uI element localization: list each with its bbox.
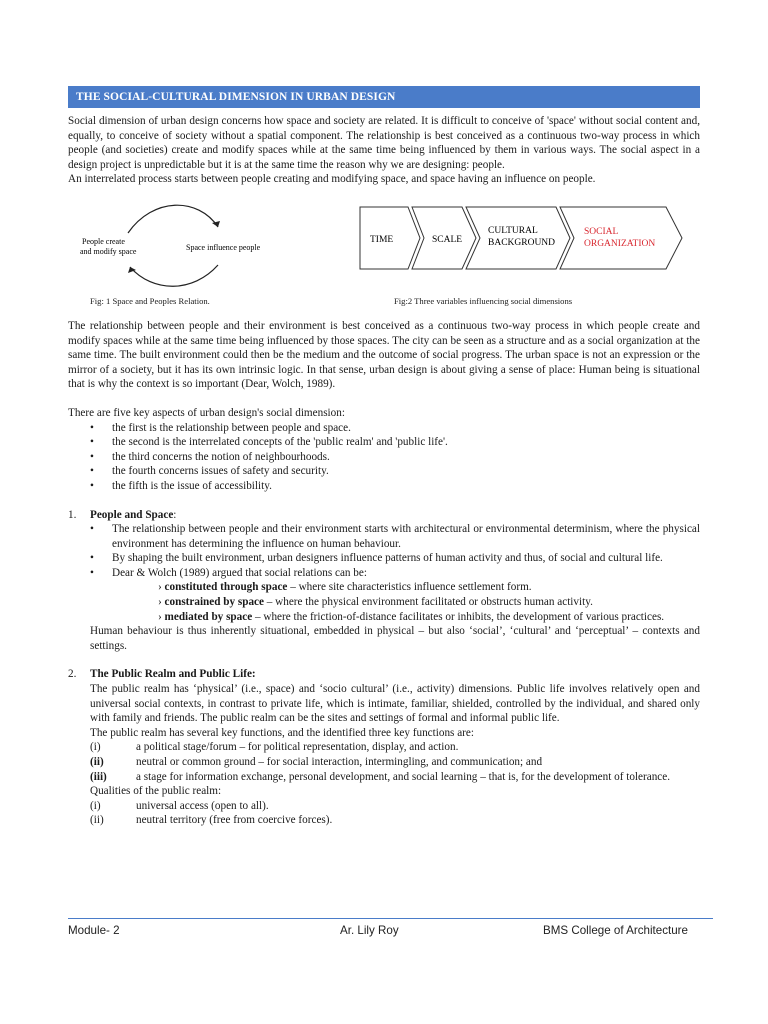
relation-mediated <box>68 610 700 625</box>
relation-term: constituted through space <box>164 581 288 594</box>
list-item: • the second is the interrelated concepts of the 'public realm' and 'public life'. <box>112 435 700 450</box>
spacer <box>68 653 700 667</box>
step-cultural-label-2: BACKGROUND <box>488 237 556 248</box>
step-scale-label: SCALE <box>432 234 463 245</box>
section-2-number: 2. <box>68 668 77 681</box>
function-item <box>68 740 700 755</box>
bottom-arrow-arc <box>130 265 218 286</box>
section-1-number: 1. <box>68 508 77 521</box>
top-arrow-arc <box>128 205 218 233</box>
figures-row <box>68 193 700 311</box>
function-item <box>68 770 700 785</box>
relation-marker: › <box>158 596 162 609</box>
relation-term: mediated by space <box>164 610 253 623</box>
list-item: • the fifth is the issue of accessibility. <box>112 479 700 494</box>
footer-module: Module- 2 <box>68 924 120 937</box>
list-item: • the first is the relationship between people and space. <box>112 421 700 436</box>
relation-desc: – where site characteristics influence settlement form. <box>287 581 532 594</box>
intro-paragraph: Social dimension of urban design concerns how space and society are related. It is difficult to conceive of 'space' without social content and, equally, to conceive of society without a spatial component. The relationship is best conceived as a continuous two-way process in which people (and societies) create and modify spaces while at the same time being influenced by them in various ways. The social aspect in a design project is unpredictable but it is at the same time the reason why we are designing: people. <box>68 115 700 171</box>
figure-1-caption: Fig: 1 Space and Peoples Relation. <box>90 295 210 306</box>
section-1-title-suffix: : <box>173 508 177 521</box>
aspects-intro: There are five key aspects of urban design's social dimension: <box>68 406 345 419</box>
function-item <box>68 755 700 770</box>
relation-constituted <box>68 580 700 595</box>
relation-marker: › <box>158 581 162 594</box>
quality-text: universal access (open to all). <box>136 799 269 812</box>
relation-desc: – where the friction-of-distance facilitates or inhibits, the development of various practices. <box>252 610 665 623</box>
quality-item <box>68 799 700 814</box>
roman-numeral: (i) <box>90 741 101 754</box>
footer-divider <box>68 918 713 919</box>
section-2-paragraph: The public realm has ‘physical’ (i.e., space) and ‘socio cultural’ (i.e., activity) dimensions. Public life involves relatively open and universal social contexts, in contrast to private life, which is intimate, familiar, shielded, controlled by the individual, and shared only with family and friends. The public realm can be the sites and settings of formal and informal public life. <box>90 683 700 725</box>
top-arrowhead <box>212 221 220 227</box>
fig1-left-label-1: People create <box>82 236 125 246</box>
function-text: a stage for information exchange, personal development, and social learning – that is, for the development of tolerance. <box>136 770 671 783</box>
roman-numeral: (iii) <box>90 770 107 783</box>
section-1-heading <box>68 508 700 523</box>
section-1-bullets <box>68 522 700 580</box>
footer-author: Ar. Lily Roy <box>340 924 399 937</box>
spacer <box>68 392 700 406</box>
figure-space-people-relation <box>68 193 278 293</box>
roman-numeral: (ii) <box>90 756 104 768</box>
step-social-label-1: SOCIAL <box>584 226 619 237</box>
figure-2-caption: Fig:2 Three variables influencing social dimensions <box>394 295 573 306</box>
relation-marker: › <box>158 610 162 623</box>
relation-constrained <box>68 595 700 610</box>
intro-paragraph-2: An interrelated process starts between people creating and modifying space, and space having an influence on people. <box>68 173 596 186</box>
list-item: • the fourth concerns issues of safety and security. <box>112 464 700 479</box>
functions-intro: The public realm has several key functions, and the identified three key functions are: <box>90 726 474 739</box>
function-text: neutral or common ground – for social interaction, intermingling, and communication; and <box>136 756 543 768</box>
section-2-heading <box>68 667 700 682</box>
quality-item <box>68 813 700 828</box>
list-item: • The relationship between people and their environment starts with architectural or environmental determinism, where the physical environment has determining the influence on human behaviour. <box>112 522 700 551</box>
aspects-list <box>68 421 700 494</box>
roman-numeral: (i) <box>90 799 101 812</box>
step-time-label: TIME <box>370 234 394 245</box>
step-cultural-label-1: CULTURAL <box>488 225 538 236</box>
body-paragraph: The relationship between people and their environment is best conceived as a continuous two-way process in which people create and modify spaces while at the same time being influenced by those spaces. The city can be seen as a structure and as a social organization at the same time. The built environment could then be the medium and the outcome of social progress. The urban space is not an expression or the mirror of a society, but it has its own intrinsic logic. In that sense, urban design is about giving a sense of place: Human being is situational that is why the context is so important (Dear, Wolch, 1989). <box>68 319 700 391</box>
function-text: a political stage/forum – for political representation, display, and action. <box>136 741 459 754</box>
fig1-right-label: Space influence people <box>186 242 261 252</box>
section-1-closing: Human behaviour is thus inherently situational, embedded in physical – but also ‘social’, ‘cultural’ and ‘perceptual’ – contexts and settings. <box>90 625 700 652</box>
section-1-title: People and Space <box>90 508 174 521</box>
section-2-title: The Public Realm and Public Life: <box>90 668 256 681</box>
spacer <box>68 494 700 508</box>
footer-college: BMS College of Architecture <box>543 924 688 937</box>
roman-numeral: (ii) <box>90 814 104 827</box>
relation-desc: – where the physical environment facilitated or obstructs human activity. <box>263 596 593 609</box>
quality-text: neutral territory (free from coercive forces). <box>136 814 333 827</box>
cycle-diagram <box>68 193 278 293</box>
list-item: • By shaping the built environment, urban designers influence patterns of human activity and thus, of social and cultural life. <box>112 551 700 566</box>
step-social-label-2: ORGANIZATION <box>584 238 656 249</box>
figure-three-variables <box>358 205 688 271</box>
fig1-left-label-2: and modify space <box>80 246 137 256</box>
section-header: THE SOCIAL-CULTURAL DIMENSION IN URBAN DESIGN <box>68 86 700 108</box>
document-page <box>68 86 700 828</box>
list-item: • Dear & Wolch (1989) argued that social relations can be: <box>112 566 700 581</box>
qualities-intro: Qualities of the public realm: <box>90 785 222 798</box>
relation-term: constrained by space <box>164 596 264 609</box>
chevron-process-diagram <box>358 205 688 271</box>
chevron-social-organization <box>560 207 682 269</box>
list-item: • the third concerns the notion of neighbourhoods. <box>112 450 700 465</box>
